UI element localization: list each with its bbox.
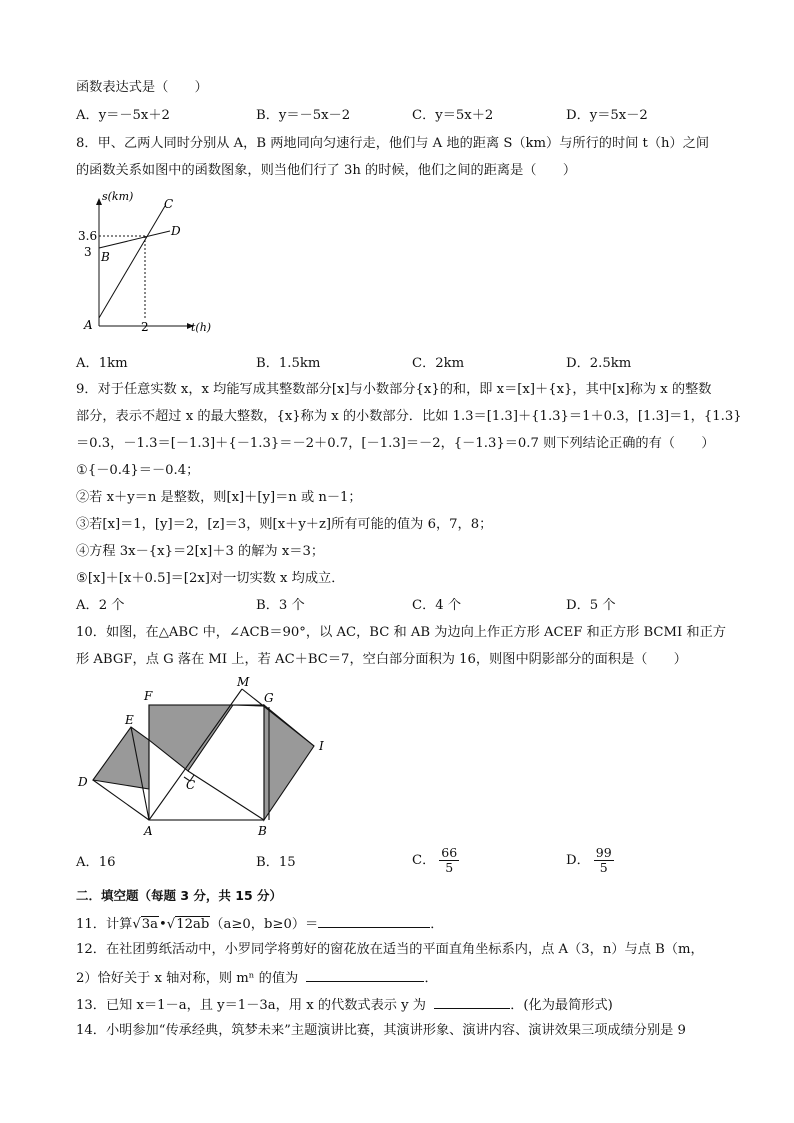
q10-option-c[interactable] — [412, 846, 459, 875]
q7-option-d[interactable]: D．y＝5x－2 — [566, 108, 648, 123]
q10-option-d[interactable] — [566, 846, 614, 875]
q10-line-cb — [188, 771, 264, 820]
q9-stem-line1: 9．对于任意实数 x，x 均能写成其整数部分[x]与小数部分{x}的和，即 x＝[x]＋{x}，其中[x]称为 x 的整数 — [76, 382, 712, 397]
q10-option-c-denominator: 5 — [445, 860, 454, 875]
q10-label-b: B — [258, 824, 267, 838]
q11-radicand-2: 12ab — [176, 917, 210, 932]
q10-label-d: D — [78, 775, 88, 789]
q8-option-c[interactable]: C．2km — [412, 356, 465, 371]
q9-statement-3: ③若[x]＝1，[y]＝2，[z]＝3，则[x＋y＋z]所有可能的值为 6，7，8； — [76, 517, 493, 532]
q10-shaded-top — [149, 705, 264, 771]
q9-statement-4: ④方程 3x－{x}＝2[x]＋3 的解为 x＝3； — [76, 544, 325, 559]
q10-label-g: G — [264, 691, 274, 705]
q8-option-b[interactable]: B．1.5km — [256, 356, 321, 371]
q10-label-a: A — [144, 824, 153, 838]
q10-option-d-fraction — [594, 846, 614, 875]
q7-option-b[interactable]: B．y＝－5x－2 — [256, 108, 351, 123]
q10-stem-line1: 10．如图，在△ABC 中，∠ACB＝90°，以 AC，BC 和 AB 为边向上作正方形 ACEF 和正方形 BCMI 和正方 — [76, 625, 726, 640]
q11-prefix: 11．计算 — [76, 917, 133, 932]
q10-shaded-left — [93, 727, 149, 789]
q12-line2-prefix: 2）恰好关于 x 轴对称，则 mⁿ 的值为 — [76, 971, 299, 986]
q8-y-tick-3: 3 — [84, 245, 92, 259]
q8-x-label: t(h) — [191, 321, 212, 334]
q10-label-e: E — [125, 713, 134, 727]
q10-stem-line2: 形 ABGF，点 G 落在 MI 上，若 AC＋BC＝7，空白部分面积为 16，则图中阴影部分的面积是（ ） — [76, 652, 687, 667]
q9-statement-2: ②若 x＋y＝n 是整数，则[x]＋[y]＝n 或 n－1； — [76, 490, 362, 505]
q10-option-c-prefix: C． — [412, 853, 436, 868]
q13-end: ．(化为最简形式) — [510, 998, 613, 1013]
q14-stem-line1: 14．小明参加“传承经典，筑梦未来”主题演讲比赛，其演讲形象、演讲内容、演讲效果三项成绩分别是 9 — [76, 1023, 686, 1038]
q8-options — [76, 355, 736, 373]
q7-option-c[interactable]: C．y＝5x＋2 — [412, 108, 494, 123]
q9-options — [76, 597, 736, 615]
q9-option-b[interactable]: B．3 个 — [256, 598, 305, 613]
q8-option-a[interactable]: A．1km — [76, 356, 128, 371]
section2-title: 二．填空题（每题 3 分，共 15 分） — [76, 888, 283, 903]
q9-statement-5: ⑤[x]＋[x＋0.5]＝[2x]对一切实数 x 均成立． — [76, 571, 345, 586]
q8-graph — [78, 188, 228, 340]
q10-label-f: F — [144, 689, 153, 703]
q13-line — [76, 995, 613, 1015]
q12-answer-blank[interactable] — [306, 968, 424, 982]
q9-option-a[interactable]: A．2 个 — [76, 598, 125, 613]
q10-options — [76, 845, 736, 884]
q11-line — [76, 914, 443, 934]
q9-stem-line2: 部分，表示不超过 x 的最大整数，{x}称为 x 的小数部分．比如 1.3＝[1.3]＋{1.3}＝1＋0.3，[1.3]＝1，{1.3} — [76, 409, 742, 424]
q9-stem-line3: ＝0.3，－1.3＝[－1.3]＋{－1.3}＝－2＋0.7，[－1.3]＝－2，{－1.3}＝0.7 则下列结论正确的有（ ） — [76, 436, 715, 451]
q12-stem-line1: 12．在社团剪纸活动中，小罗同学将剪好的窗花放在适当的平面直角坐标系内，点 A（3，n）与点 B（m， — [76, 942, 704, 957]
q11-dot: • — [159, 917, 167, 932]
q10-option-c-fraction — [439, 846, 459, 875]
q8-line-bd — [99, 231, 170, 248]
q10-figure — [70, 672, 350, 842]
q8-label-a: A — [84, 318, 93, 332]
q9-option-c[interactable]: C．4 个 — [412, 598, 462, 613]
q8-y-tick-36: 3.6 — [78, 229, 98, 243]
q9-option-d[interactable]: D．5 个 — [566, 598, 616, 613]
q7-stem-tail: 函数表达式是（ ） — [76, 80, 208, 95]
q10-shaded-right — [264, 705, 314, 820]
q11-radicand-1: 3a — [141, 917, 159, 932]
q7-options — [76, 107, 736, 125]
q10-label-i: I — [319, 739, 324, 753]
q9-statement-1: ①{－0.4}＝－0.4； — [76, 463, 200, 478]
q10-option-d-numerator: 99 — [595, 845, 612, 860]
q8-label-c: C — [164, 197, 174, 211]
q12-line2-end: ． — [424, 971, 438, 986]
q7-option-a[interactable]: A．y＝－5x＋2 — [76, 108, 170, 123]
q8-stem-line2: 的函数关系如图中的函数图象，则当他们行了 3h 的时候，他们之间的距离是（ ） — [76, 163, 577, 178]
q10-label-m: M — [237, 675, 250, 689]
q8-label-b: B — [101, 250, 110, 264]
q11-radical-2: √12ab — [166, 917, 210, 932]
q8-y-label: s(km) — [102, 190, 134, 203]
q8-x-tick-2: 2 — [141, 320, 149, 334]
q10-option-b[interactable]: B．15 — [256, 855, 296, 870]
q8-option-d[interactable]: D．2.5km — [566, 356, 632, 371]
q11-end: ． — [430, 917, 444, 932]
q10-option-c-numerator: 66 — [441, 845, 458, 860]
q10-option-d-prefix: D． — [566, 853, 590, 868]
q8-label-d: D — [171, 224, 181, 238]
q10-option-d-denominator: 5 — [599, 860, 608, 875]
q12-line2 — [76, 968, 438, 988]
q11-radical-1: √3a — [132, 917, 159, 932]
q10-option-a[interactable]: A．16 — [76, 855, 116, 870]
q11-condition: （a≥0，b≥0）＝ — [210, 917, 319, 932]
q11-answer-blank[interactable] — [318, 914, 430, 928]
q13-prefix: 13．已知 x＝1－a，且 y＝1－3a，用 x 的代数式表示 y 为 — [76, 998, 426, 1013]
q10-label-c: C — [186, 778, 196, 792]
q8-stem-line1: 8．甲、乙两人同时分别从 A，B 两地同向匀速行走，他们与 A 地的距离 S（km）与所行的时间 t（h）之间 — [76, 136, 710, 151]
q13-answer-blank[interactable] — [434, 995, 510, 1009]
